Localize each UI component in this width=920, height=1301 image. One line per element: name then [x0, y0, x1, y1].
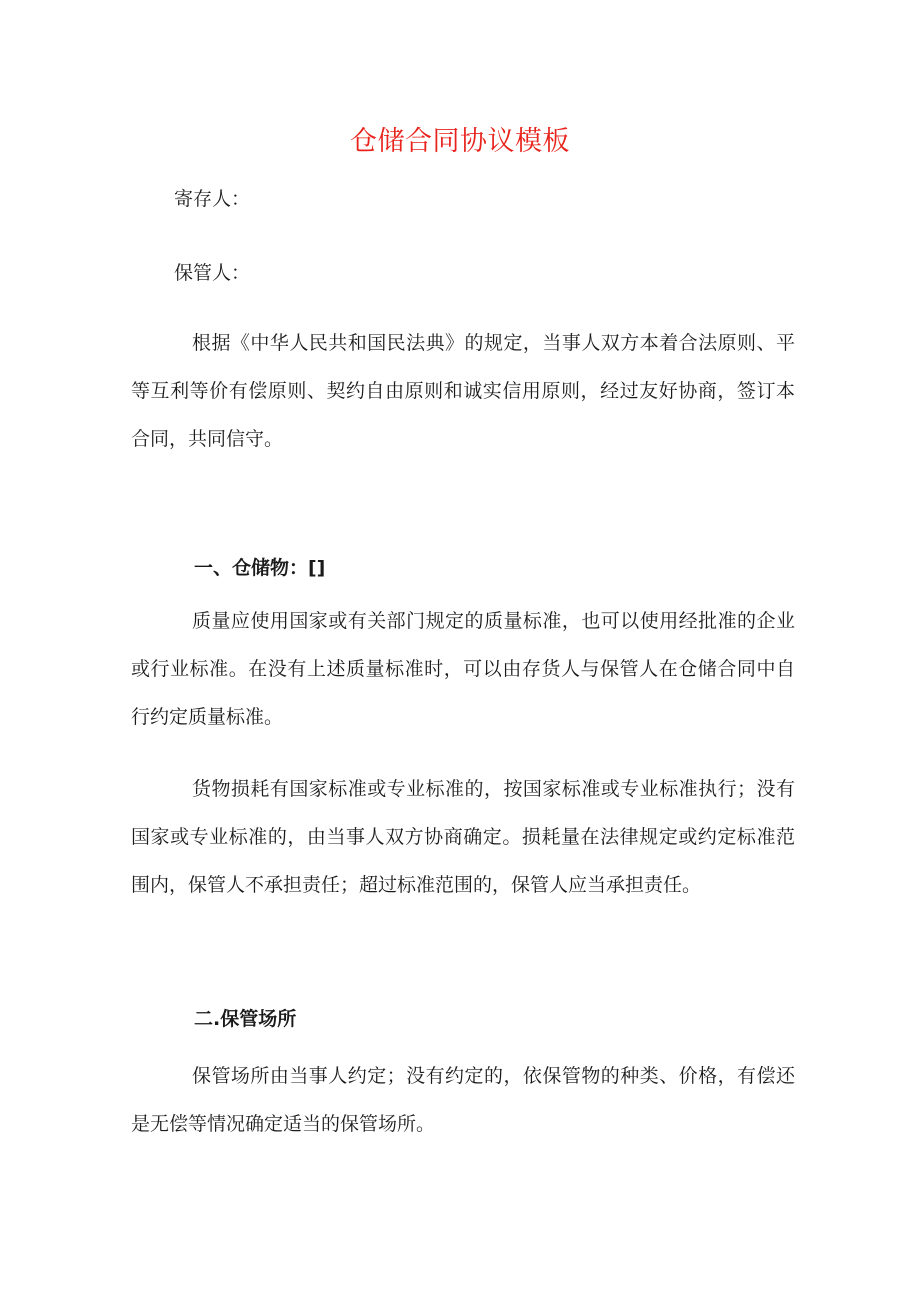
section-heading-storage-goods: 一、仓储物：[] — [194, 557, 326, 579]
loss-standard-paragraph: 货物损耗有国家标准或专业标准的，按国家标准或专业标准执行；没有国家或专业标准的，由当事人双方协商确定。损耗量在法律规定或约定标准范围内，保管人不承担责任；超过标准范围的，保管人应当承担责任。 — [131, 778, 795, 896]
section-heading-storage-place: 二.保管场所 — [194, 1008, 297, 1030]
depositor-label: 寄存人： — [174, 188, 251, 210]
document-title: 仓储合同协议模板 — [350, 126, 570, 157]
keeper-label: 保管人： — [174, 262, 251, 284]
intro-paragraph: 根据《中华人民共和国民法典》的规定，当事人双方本着合法原则、平等互利等价有偿原则、契约自由原则和诚实信用原则，经过友好协商，签订本合同，共同信守。 — [131, 332, 795, 450]
storage-place-paragraph: 保管场所由当事人约定；没有约定的，依保管物的种类、价格，有偿还是无偿等情况确定适当的保管场所。 — [131, 1065, 795, 1135]
quality-standard-paragraph: 质量应使用国家或有关部门规定的质量标准，也可以使用经批准的企业或行业标准。在没有上述质量标准时，可以由存货人与保管人在仓储合同中自行约定质量标准。 — [131, 610, 795, 728]
